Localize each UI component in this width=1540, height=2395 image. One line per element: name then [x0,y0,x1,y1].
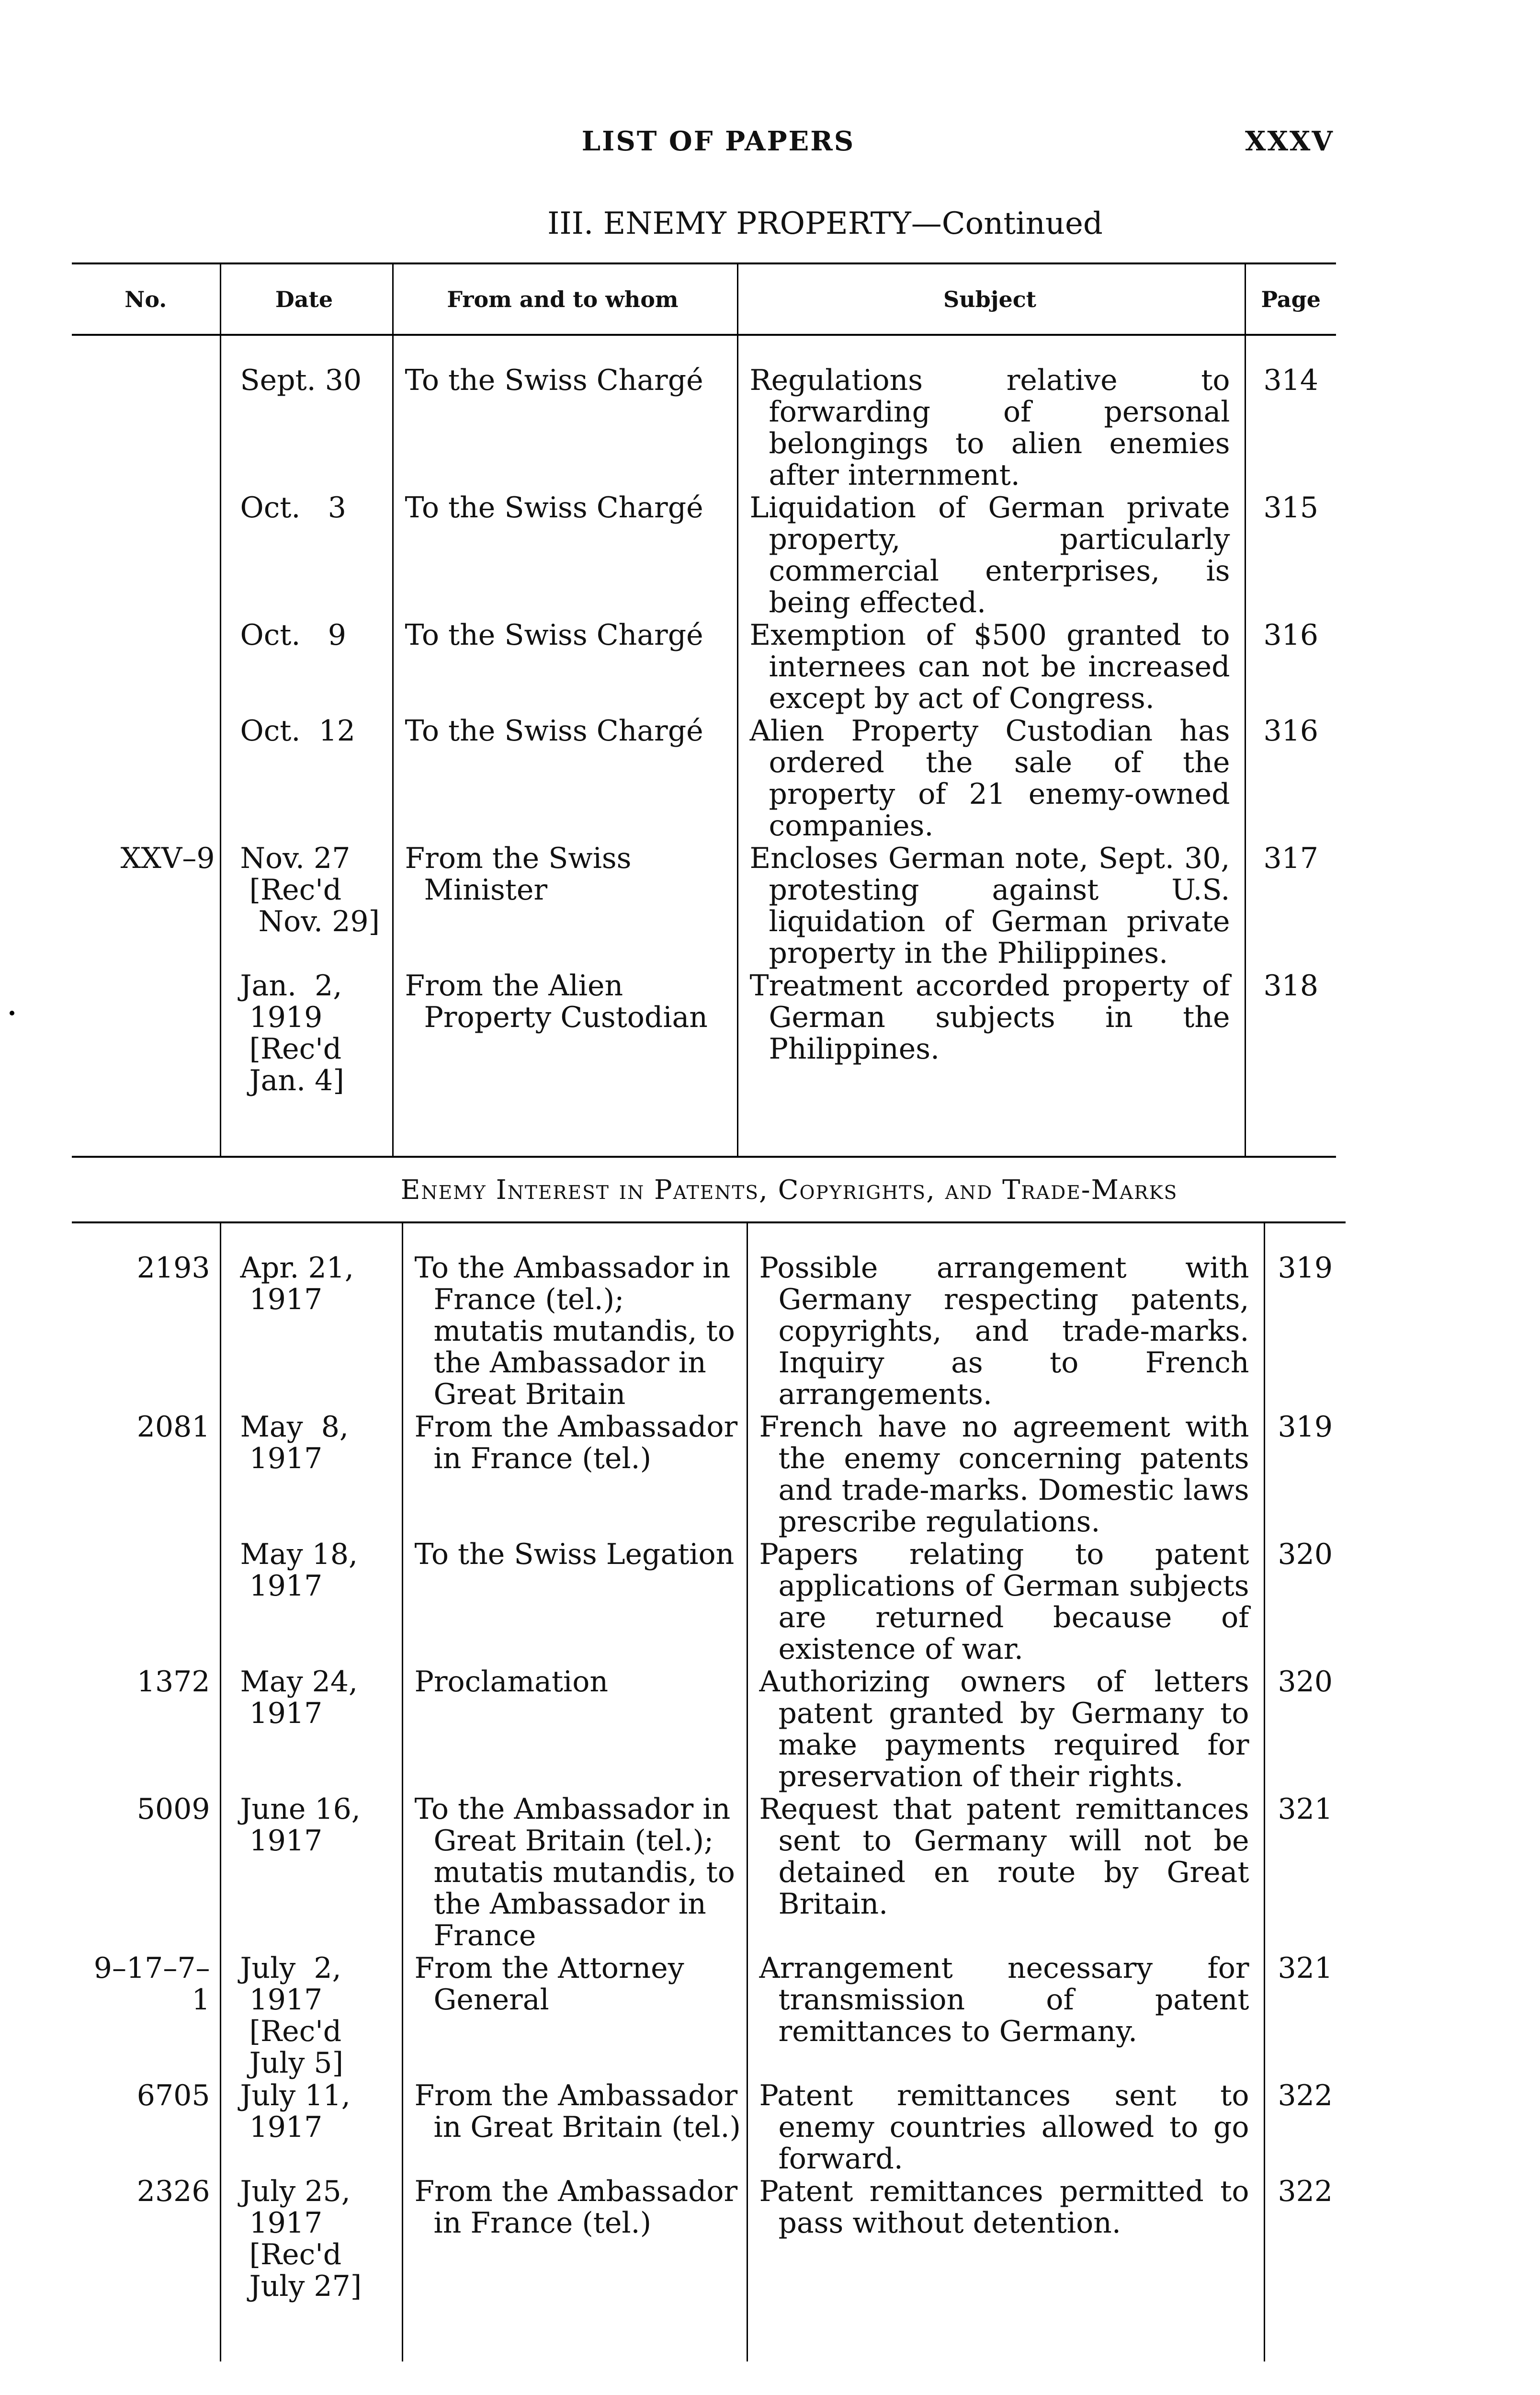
paper-date [220,335,393,492]
paper-number [72,715,220,843]
page-ref: 320 [1264,1539,1346,1666]
running-head-title: LIST OF PAPERS [581,125,855,157]
from-text: To the Swiss Chargé [405,491,703,525]
paper-number [72,335,220,492]
page-ref: 322 [1264,2080,1346,2176]
from-to-whom [402,1793,747,1952]
page-ref: 322 [1264,2176,1346,2303]
table-body [72,335,1336,1157]
date-line: 1917 [240,2110,323,2144]
paper-number: 2081 [136,1410,210,1444]
table-row [72,2176,1346,2303]
page-ref: 317 [1245,843,1336,970]
from-to-whom [393,492,737,619]
spacer-cell [1245,1097,1336,1157]
paper-number: XXV–9 [120,842,215,875]
subject [737,619,1245,715]
subject [737,843,1245,970]
date-line: July 5] [240,2046,344,2080]
date-line: Jan. 2, [240,969,342,1003]
from-to-whom [402,2080,747,2176]
from-to-whom [393,335,737,492]
date-line: 1917 [240,2206,323,2240]
subject [737,492,1245,619]
column-header-page: Page [1245,263,1336,335]
from-text: To the Ambassador in France (tel.); mutatis mutandis, to the Ambassador in Great Britain [414,1251,735,1411]
spacer-cell [1264,2303,1346,2361]
date-line: June 16, [240,1792,361,1826]
from-to-whom [393,970,737,1097]
table-body [72,1222,1346,2361]
from-text: To the Swiss Chargé [405,618,703,652]
subject [747,1222,1264,1411]
page-ref: 316 [1245,619,1336,715]
spacer-cell [737,1097,1245,1157]
from-text: From the Ambassador in France (tel.) [414,2175,738,2240]
date-line: Oct. 9 [240,618,346,652]
date-line: 1917 [240,1569,323,1603]
subject-text: Liquidation of German private property, particularly commercial enterprises, is being effected. [749,491,1230,619]
spacer-cell [72,1097,220,1157]
table-row [72,1539,1346,1666]
table-row [72,970,1336,1097]
paper-date [220,715,393,843]
date-line: 1917 [240,1983,323,2017]
from-to-whom [402,2176,747,2303]
from-to-whom [402,1952,747,2080]
subject-text: Request that patent remittances sent to Germany will not be detained en route by Great Britain. [759,1792,1249,1921]
subject-text: Alien Property Custodian has ordered the sale of the property of 21 enemy-owned companies. [749,714,1230,843]
date-line: 1919 [240,1001,323,1034]
from-to-whom [393,619,737,715]
paper-number: 6705 [136,2079,210,2112]
from-text: From the Alien Property Custodian [405,969,708,1034]
table-row [72,843,1336,970]
paper-date [220,1666,402,1793]
date-line: Oct. 12 [240,714,355,748]
column-header-from: From and to whom [393,263,737,335]
date-line: May 18, [240,1538,358,1571]
subject [747,2176,1264,2303]
date-line: [Rec'd [240,2015,342,2048]
subsection-title: Enemy Interest in Patents, Copyrights, and Trade-Marks [400,1175,1178,1206]
date-line: July 25, [240,2175,351,2208]
date-line: Oct. 3 [240,491,346,525]
table-row [72,1952,1346,2080]
subject-text: Treatment accorded property of German subjects in the Philippines. [749,969,1230,1066]
date-line: July 27] [240,2270,362,2303]
table-row [72,1666,1346,1793]
subject-text: Arrangement necessary for transmission of patent remittances to Germany. [759,1951,1249,2048]
from-to-whom [402,1666,747,1793]
paper-number: 1372 [136,1665,210,1699]
subject [747,1666,1264,1793]
subject-text: French have no agreement with the enemy concerning patents and trade-marks. Domestic laws prescribe regulations. [759,1410,1249,1539]
page-ref: 321 [1264,1793,1346,1952]
subject-text: Possible arrangement with Germany respecting patents, copyrights, and trade-marks. Inquiry as to French arrangements. [759,1251,1249,1411]
from-text: To the Swiss Legation [414,1538,735,1571]
subject [747,1411,1264,1539]
from-text: From the Swiss Minister [405,842,632,907]
paper-number [72,492,220,619]
table-row [72,619,1336,715]
subject [747,2080,1264,2176]
subject-text: Patent remittances permitted to pass without detention. [759,2175,1249,2240]
page-ref: 314 [1245,335,1336,492]
table-row [72,715,1336,843]
paper-date [220,2080,402,2176]
from-text: Proclamation [414,1665,608,1699]
table-row [72,1222,1346,1411]
from-to-whom [393,843,737,970]
date-line: July 2, [240,1951,341,1985]
paper-number: 2193 [136,1251,210,1285]
page-ref: 318 [1245,970,1336,1097]
paper-number: 2326 [136,2175,210,2208]
page-ref: 321 [1264,1952,1346,2080]
subject [747,1793,1264,1952]
date-line: May 24, [240,1665,358,1699]
date-line: 1917 [240,1824,323,1858]
spacer-cell [402,2303,747,2361]
column-header-date: Date [220,263,393,335]
paper-date [220,970,393,1097]
paper-date [220,1952,402,2080]
table-row-spacer [72,1097,1336,1157]
date-line: Sept. 30 [240,364,362,397]
column-header-subject: Subject [737,263,1245,335]
table-header-row [72,263,1336,335]
page-ref: 315 [1245,492,1336,619]
papers-table-enemy-property [72,262,1336,1158]
from-text: To the Swiss Chargé [405,714,703,748]
table-row [72,492,1336,619]
paper-date [220,619,393,715]
paper-number [72,1539,220,1666]
subject [737,335,1245,492]
from-text: From the Ambassador in Great Britain (tel.) [414,2079,741,2144]
subject-text: Regulations relative to forwarding of personal belongings to alien enemies after internment. [749,364,1230,492]
date-line: May 8, [240,1410,349,1444]
paper-date [220,843,393,970]
date-line: [Rec'd [240,1032,342,1066]
date-line: Apr. 21, [240,1251,354,1285]
from-to-whom [393,715,737,843]
table-row [72,2080,1346,2176]
from-to-whom [402,1222,747,1411]
paper-date [220,1539,402,1666]
spacer-cell [220,1097,393,1157]
paper-date [220,492,393,619]
table-row [72,1793,1346,1952]
subject [747,1952,1264,2080]
date-line: Nov. 27 [240,842,351,875]
page-ref: 319 [1264,1411,1346,1539]
section-title: III. ENEMY PROPERTY—Continued [547,206,1103,241]
table-row-spacer [72,2303,1346,2361]
date-line: July 11, [240,2079,351,2112]
subject-text: Encloses German note, Sept. 30, protesting against U.S. liquidation of German private property in the Philippines. [749,842,1230,970]
subject [737,715,1245,843]
paper-date [220,1222,402,1411]
paper-number: 5009 [136,1792,210,1826]
date-line: Nov. 29] [240,905,380,938]
paper-number [72,619,220,715]
page-ref: 320 [1264,1666,1346,1793]
table-row [72,1411,1346,1539]
from-to-whom [402,1539,747,1666]
subject-text: Papers relating to patent applications of German subjects are returned because of existence of war. [759,1538,1249,1666]
subject [737,970,1245,1097]
date-line: 1917 [240,1442,323,1475]
from-text: To the Ambassador in Great Britain (tel.); mutatis mutandis, to the Ambassador in France [414,1792,735,1952]
spacer-cell [72,2303,220,2361]
stray-mark [10,1011,14,1015]
spacer-cell [393,1097,737,1157]
subject-text: Exemption of $500 granted to internees can not be increased except by act of Congress. [749,618,1230,715]
date-line: 1917 [240,1283,323,1316]
date-line: 1917 [240,1697,323,1730]
paper-number [72,970,220,1097]
page-ref: 316 [1245,715,1336,843]
date-line: [Rec'd [240,873,342,907]
spacer-cell [220,2303,402,2361]
from-to-whom [402,1411,747,1539]
paper-number: 9–17–7–1 [93,1951,210,2017]
running-head [0,125,1540,169]
spacer-cell [747,2303,1264,2361]
column-header-no: No. [72,263,220,335]
papers-table-patents [72,1221,1346,2361]
table-row [72,335,1336,492]
from-text: To the Swiss Chargé [405,364,703,397]
date-line: [Rec'd [240,2238,342,2271]
subject [747,1539,1264,1666]
page-ref: 319 [1264,1222,1346,1411]
paper-date [220,1793,402,1952]
from-text: From the Ambassador in France (tel.) [414,1410,738,1475]
paper-date [220,1411,402,1539]
date-line: Jan. 4] [240,1064,344,1097]
from-text: From the Attorney General [414,1951,684,2017]
subject-text: Patent remittances sent to enemy countries allowed to go forward. [759,2079,1249,2176]
page-number: XXXV [1245,125,1334,157]
subject-text: Authorizing owners of letters patent granted by Germany to make payments required for preservation of their rights. [759,1665,1249,1793]
paper-date [220,2176,402,2303]
